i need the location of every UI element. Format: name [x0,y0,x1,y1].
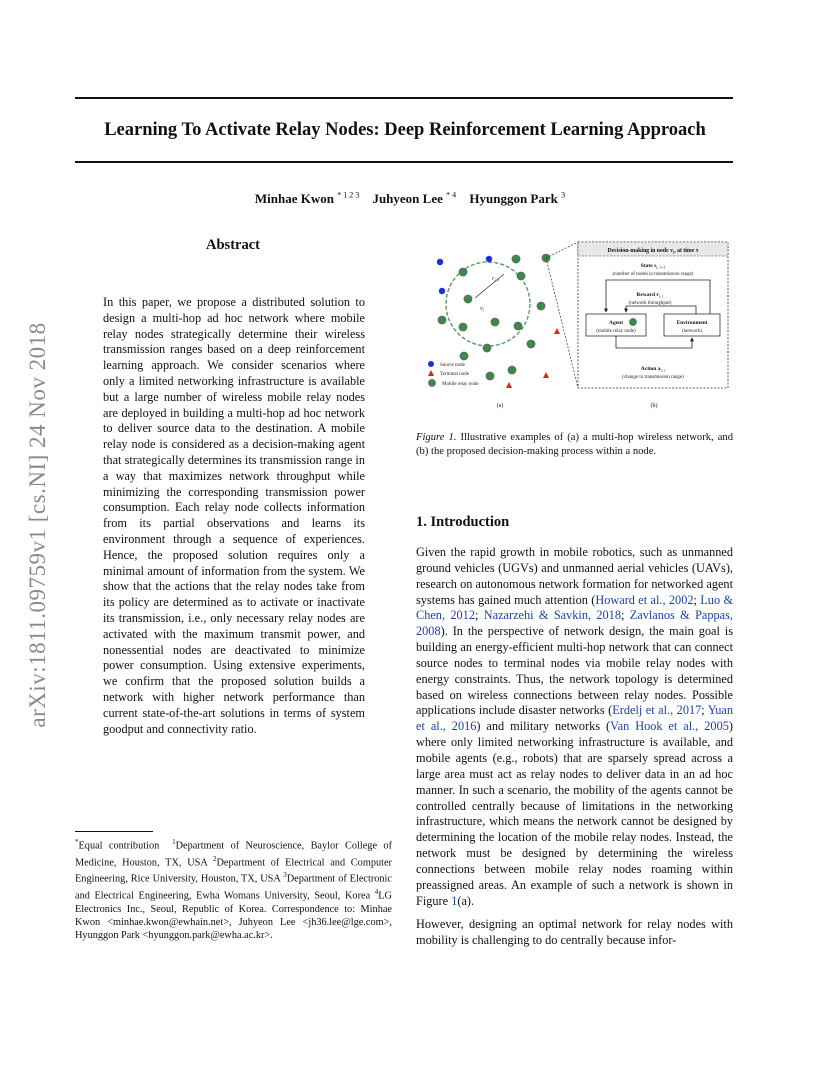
mobile-relay-node [459,268,467,276]
introduction-paragraph [416,545,733,909]
paragraph-text: ; [693,592,701,607]
source-node [486,256,492,262]
footnote [75,836,392,942]
paper-title: Learning To Activate Relay Nodes: Deep Reinforcement Learning Approach [104,120,706,140]
paragraph-text: Given the rapid growth in mobile robotics, such as unmanned ground vehicles (UGVs) and unmanned aerial vehicles (UAVs), research on autonomous network formation for networked agent systems has gained much attention ( [416,545,733,607]
mobile-relay-nodes [438,254,550,380]
mobile-relay-node [508,366,516,374]
reward-label: Reward $r_{i, \tau}$ [636,292,664,299]
figure-caption [416,431,733,459]
source-node [439,288,445,294]
environment-description: (network) [682,329,702,334]
introduction-paragraph: However, designing an optimal network for relay nodes with mobility is challenging to do centrally because infor- [416,917,733,948]
legend-mobile-label: Mobile relay node [442,382,479,387]
action-arrow [616,336,692,348]
legend-source-marker [428,361,434,367]
citation-link[interactable]: Howard et al., 2002 [595,592,694,607]
footnote-rule [75,831,153,832]
footnote-affiliation: Department of Electronic and Electrical Engineering, Ewha Womans University, Seoul, Korea [75,873,392,902]
footnote-mark: 2 [212,854,217,863]
panel-a-label: (a) [496,403,504,409]
paragraph-text: (a). [457,893,475,908]
citation-link[interactable]: Van Hook et al., 2005 [610,719,729,734]
citation-link[interactable]: Luo & Chen, 2012 [416,592,734,623]
action-label: Action $a_{i, \tau}$ [640,366,666,373]
footnote-affiliation: LG Electronics Inc., Seoul, Republic of Korea. [75,890,392,915]
arxiv-identifier-text: arXiv:1811.09759v1 [cs.NI] 24 Nov 2018 [25,322,50,728]
author-list [200,191,620,207]
agent-description: (mobile relay node) [596,329,636,334]
figure-caption-label: Figure 1. [416,432,457,443]
source-node [437,259,443,265]
state-description: (number of nodes in transmission range) [612,272,694,277]
paragraph-text: ) and military networks ( [476,719,611,734]
footnote-mark: * [75,838,79,846]
abstract-text: In this paper, we propose a distributed solution to design a multi-hop ad hoc network where mobile relay nodes strategically determine their wireless transmission ranges based on a deep reinforcement learning approach. We consider scenarios where only a limited networking infrastructure is available but a large number of wireless mobile relay nodes are deployed in building a multi-hop ad hoc network to deliver source data to the destination. A mobile relay node is considered as a decision-making agent that strategically determines its transmission range in a way that maximizes network throughput while minimizing the corresponding transmission power consumption. Each relay node collects information from its partial observations and learns its environment through a sequence of experiences. Hence, the proposed solution requires only a minimal amount of information from the system. We show that the actions that the relay nodes take from its policy are determined as to activate or inactivate its transmission, i.e., only necessary relay nodes are activated with the maximum transmit power, and nonessential nodes are deactivated to minimize power consumption. Using extensive experiments, we confirm that the proposed solution builds a network with higher network performance than current state-of-the-art solutions in terms of system goodput and connectivity ratio. [103,295,365,736]
author-affiliation-marks: * 1 2 3 [337,191,360,200]
legend-terminal-label: Terminal node [440,372,469,377]
title-top-rule [75,97,733,99]
citation-link[interactable]: Nazarzehi & Savkin, 2018 [483,608,621,623]
paragraph-text: ). In the perspective of network design, the main goal is building an energy-efficient multi-hop network that can connect source nodes to terminal nodes via mobile relay nodes with energy constraints. Thus, the network topology is determined based on wireless connections between relay nodes. Possible applications include disaster networks ( [416,624,733,718]
environment-label: Environment [676,320,708,326]
paragraph-text: ; [701,703,708,718]
author-affiliation-marks: * 4 [446,191,457,200]
figure-1 [420,240,732,415]
mobile-relay-node [537,302,545,310]
legend [428,361,479,387]
decision-box-title: Decision-making in node $v_i$, at time τ [607,248,699,255]
relay-node-label: $v_i$ [480,306,484,313]
mobile-relay-node [491,318,499,326]
panel-b-decision-process [546,242,728,409]
footnote-equal-contribution: Equal contribution [78,840,160,852]
panel-b-label: (b) [650,403,658,409]
paragraph-text: ; [620,608,630,623]
range-label: $r_{i, \tau}$ [492,276,500,283]
introduction-body [416,545,733,957]
legend-mobile-marker [429,380,436,387]
author [255,191,359,206]
agent-label: Agent [608,320,624,326]
mobile-relay-node [438,316,446,324]
legend-source-label: Source node [440,363,465,368]
citation-link[interactable]: Zavlanos & Pappas, 2008 [416,608,733,639]
author-name: Minhae Kwon [254,191,334,207]
citation-link[interactable]: Yuan et al., 2016 [416,703,733,734]
footnote-mark: 1 [172,838,176,846]
terminal-node [554,328,560,334]
mobile-relay-node [517,272,525,280]
mobile-relay-node [483,344,491,352]
title-bottom-rule [75,161,733,163]
range-radius [475,274,504,298]
mobile-relay-node [460,352,468,360]
author-affiliation-marks: 3 [561,191,566,200]
paragraph-text: ) where only limited networking infrastructure is available, and mobile agents (e.g., robots) that are sparsely spread across a large area must act as relay nodes to deliver data in an ad hoc manner. In such a scenario, the mobility of the agents cannot be controlled centrally because of limitations in the networking infrastructure, which means the network cannot be designed by determining the location of the mobile relay nodes. Instead, the network must be designed by determining the wireless connections between mobile relay nodes roaming within preassigned areas. An example of such a network is shown in Figure [416,719,733,908]
footnote-affiliation: Department of Neuroscience, Baylor College of Medicine, Houston, TX, USA [75,840,392,869]
panel-a-network [428,254,560,409]
footnote-mark: 3 [283,871,287,880]
agent-relay-icon [630,319,637,326]
footnote-affiliation: Department of Electrical and Computer Engineering, Rice University, Houston, TX, USA [75,857,392,885]
paragraph-text: ; [474,608,484,623]
terminal-node [506,382,512,388]
mobile-relay-node [527,340,535,348]
mobile-relay-node [514,322,522,330]
zoom-line [546,242,578,258]
citation-link[interactable]: 1 [451,893,458,908]
footnote-correspondence: Correspondence to: Minhae Kwon <minhae.kwon@ewhain.net>, Juhyeon Lee <jh36.lee@lge.com>, Hyunggon Park <hyunggon.park@ewha.ac.kr>. [75,903,392,941]
legend-terminal-marker [428,370,434,376]
reward-arrow [626,306,696,314]
author [469,191,565,206]
mobile-relay-node [464,295,472,303]
citation-link[interactable]: Erdelj et al., 2017 [612,703,702,718]
abstract-heading: Abstract [206,237,260,253]
figure-caption-text: Illustrative examples of (a) a multi-hop wireless network, and (b) the proposed decision-making process within a node. [416,432,733,457]
mobile-relay-node [486,372,494,380]
arxiv-identifier [20,290,56,760]
section-heading-introduction: 1. Introduction [416,514,510,530]
footnote-mark: 4 [374,887,379,896]
terminal-node [543,372,549,378]
author [372,191,456,206]
mobile-relay-node [459,323,467,331]
action-description: (change in transmission range) [622,375,684,380]
mobile-relay-node [512,255,520,263]
zoom-line [546,258,578,388]
reward-description: (network throughput) [628,301,672,306]
state-label: State $s_{i, \tau+1}$ [640,263,666,270]
author-name: Hyunggon Park [469,191,558,207]
author-name: Juhyeon Lee [372,191,443,207]
